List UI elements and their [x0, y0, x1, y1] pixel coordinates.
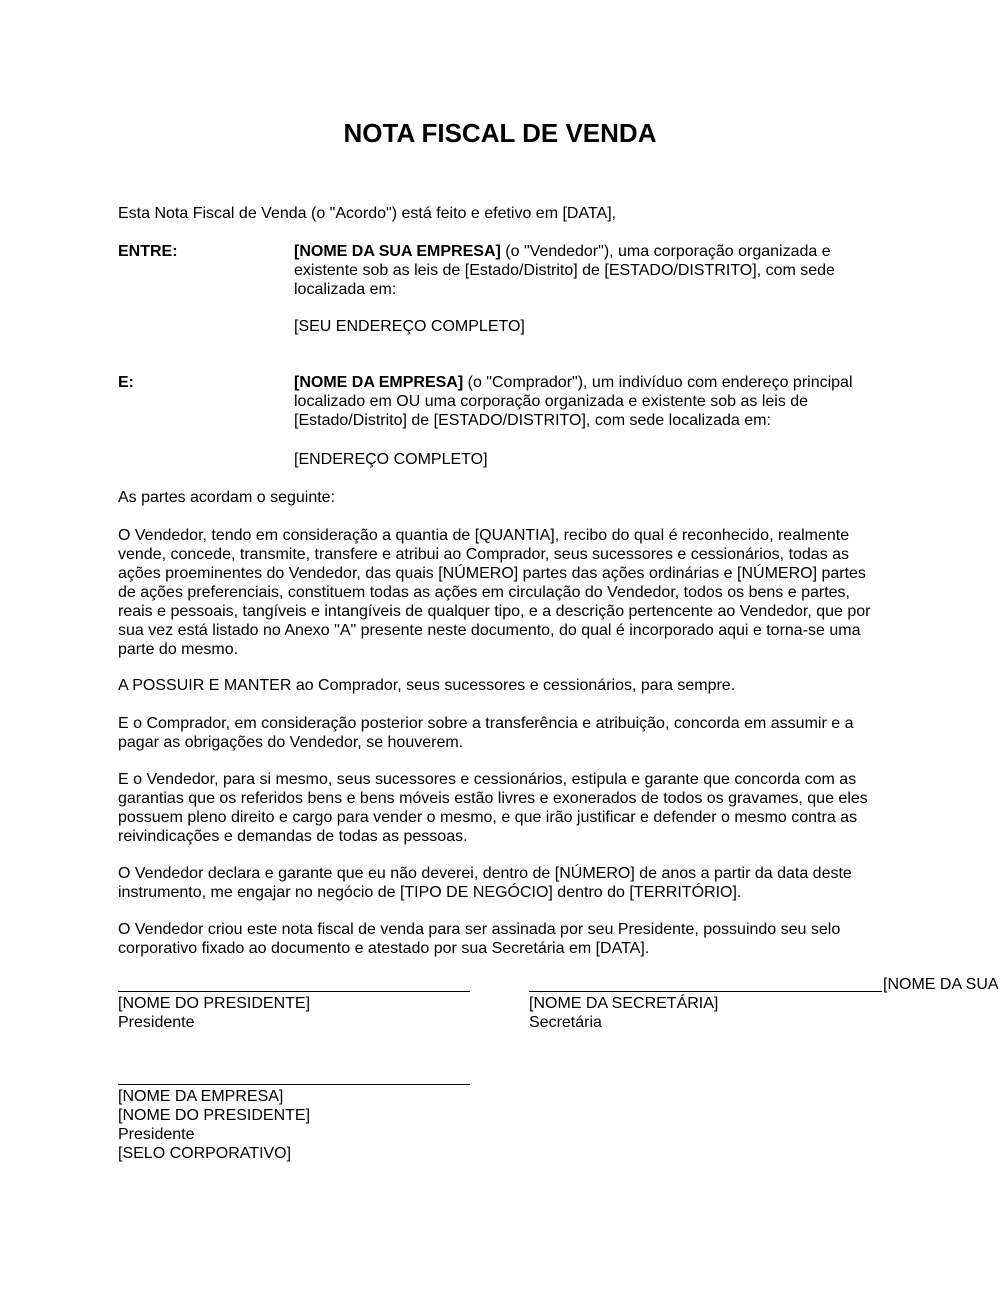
- secretary-name: [NOME DA SECRETÁRIA]: [529, 995, 719, 1012]
- clause-non-compete: O Vendedor declara e garante que eu não deverei, dentro de [NÚMERO] de anos a partir da data deste instrumento, me engajar no negócio de [TIPO DE NEGÓCIO] dentro do [TERRITÓRIO].: [118, 865, 852, 901]
- president-role: Presidente: [118, 1014, 195, 1031]
- buyer-company-name: [NOME DA EMPRESA]: [118, 1088, 284, 1105]
- clause-execution: O Vendedor criou este nota fiscal de venda para ser assinada por seu Presidente, possuindo seu selo corporativo fixado ao documento e atestado por sua Secretária em [DATA].: [118, 921, 841, 957]
- seller-text: (o "Vendedor"), uma corporação organizada e existente sob as leis de [Estado/Distrito] de [ESTADO/DISTRITO], com sede localizada em:: [294, 243, 835, 298]
- buyer-signature-line: [118, 1084, 470, 1085]
- secretary-signature-line: [529, 991, 882, 992]
- buyer-name: [NOME DA EMPRESA]: [294, 374, 464, 391]
- clause-warranty: E o Vendedor, para si mesmo, seus sucessores e cessionários, estipula e garante que concorda com as garantias que os referidos bens e bens móveis estão livres e exonerados de todos os gravames, que eles possuem pleno direito e cargo para vender o mesmo, e que irão justificar e defender o mesmo contra as reivindicações e demandas de todas as pessoas.: [118, 771, 868, 845]
- seller-label: ENTRE:: [118, 243, 178, 260]
- agreement-intro: As partes acordam o seguinte:: [118, 489, 336, 506]
- document-title: NOTA FISCAL DE VENDA: [343, 118, 657, 148]
- buyer-label: E:: [118, 374, 134, 391]
- buyer-description: [294, 373, 874, 430]
- clause-obligations: E o Comprador, em consideração posterior sobre a transferência e atribuição, concorda em assumir e a pagar as obrigações do Vendedor, se houverem.: [118, 715, 854, 751]
- buyer-president-name: [NOME DO PRESIDENTE]: [118, 1107, 311, 1124]
- secretary-overflow-text: [NOME DA SUA: [883, 976, 999, 993]
- secretary-role: Secretária: [529, 1014, 602, 1031]
- president-signature-line: [118, 991, 470, 992]
- buyer-address: [ENDEREÇO COMPLETO]: [294, 451, 488, 468]
- president-name: [NOME DO PRESIDENTE]: [118, 995, 311, 1012]
- buyer-text: (o "Comprador"), um indivíduo com endereço principal localizado em OU uma corporação organizada e existente sob as leis de [Estado/Distrito] de [ESTADO/DISTRITO], com sede localizada em:: [294, 374, 853, 429]
- seller-address: [SEU ENDEREÇO COMPLETO]: [294, 318, 525, 335]
- corporate-seal: [SELO CORPORATIVO]: [118, 1145, 292, 1162]
- seller-description: [294, 242, 874, 299]
- clause-transfer: O Vendedor, tendo em consideração a quantia de [QUANTIA], recibo do qual é reconhecido, realmente vende, concede, transmite, transfere e atribui ao Comprador, seus sucessores e cessionários, todas as ações proeminentes do Vendedor, das quais [NÚMERO] partes das ações ordinárias e [NÚMERO] partes de ações preferenciais, constituem todas as ações em circulação do Vendedor, todos os bens e partes, reais e pessoais, tangíveis e intangíveis de qualquer tipo, e a descrição pertencente ao Vendedor, que por sua vez está listado no Anexo "A" presente neste documento, do qual é incorporado aqui e torna-se uma parte do mesmo.: [118, 527, 871, 658]
- clause-possession: A POSSUIR E MANTER ao Comprador, seus sucessores e cessionários, para sempre.: [118, 677, 736, 694]
- intro-paragraph: Esta Nota Fiscal de Venda (o "Acordo") está feito e efetivo em [DATA],: [118, 205, 617, 222]
- seller-name: [NOME DA SUA EMPRESA]: [294, 243, 501, 260]
- buyer-president-role: Presidente: [118, 1126, 195, 1143]
